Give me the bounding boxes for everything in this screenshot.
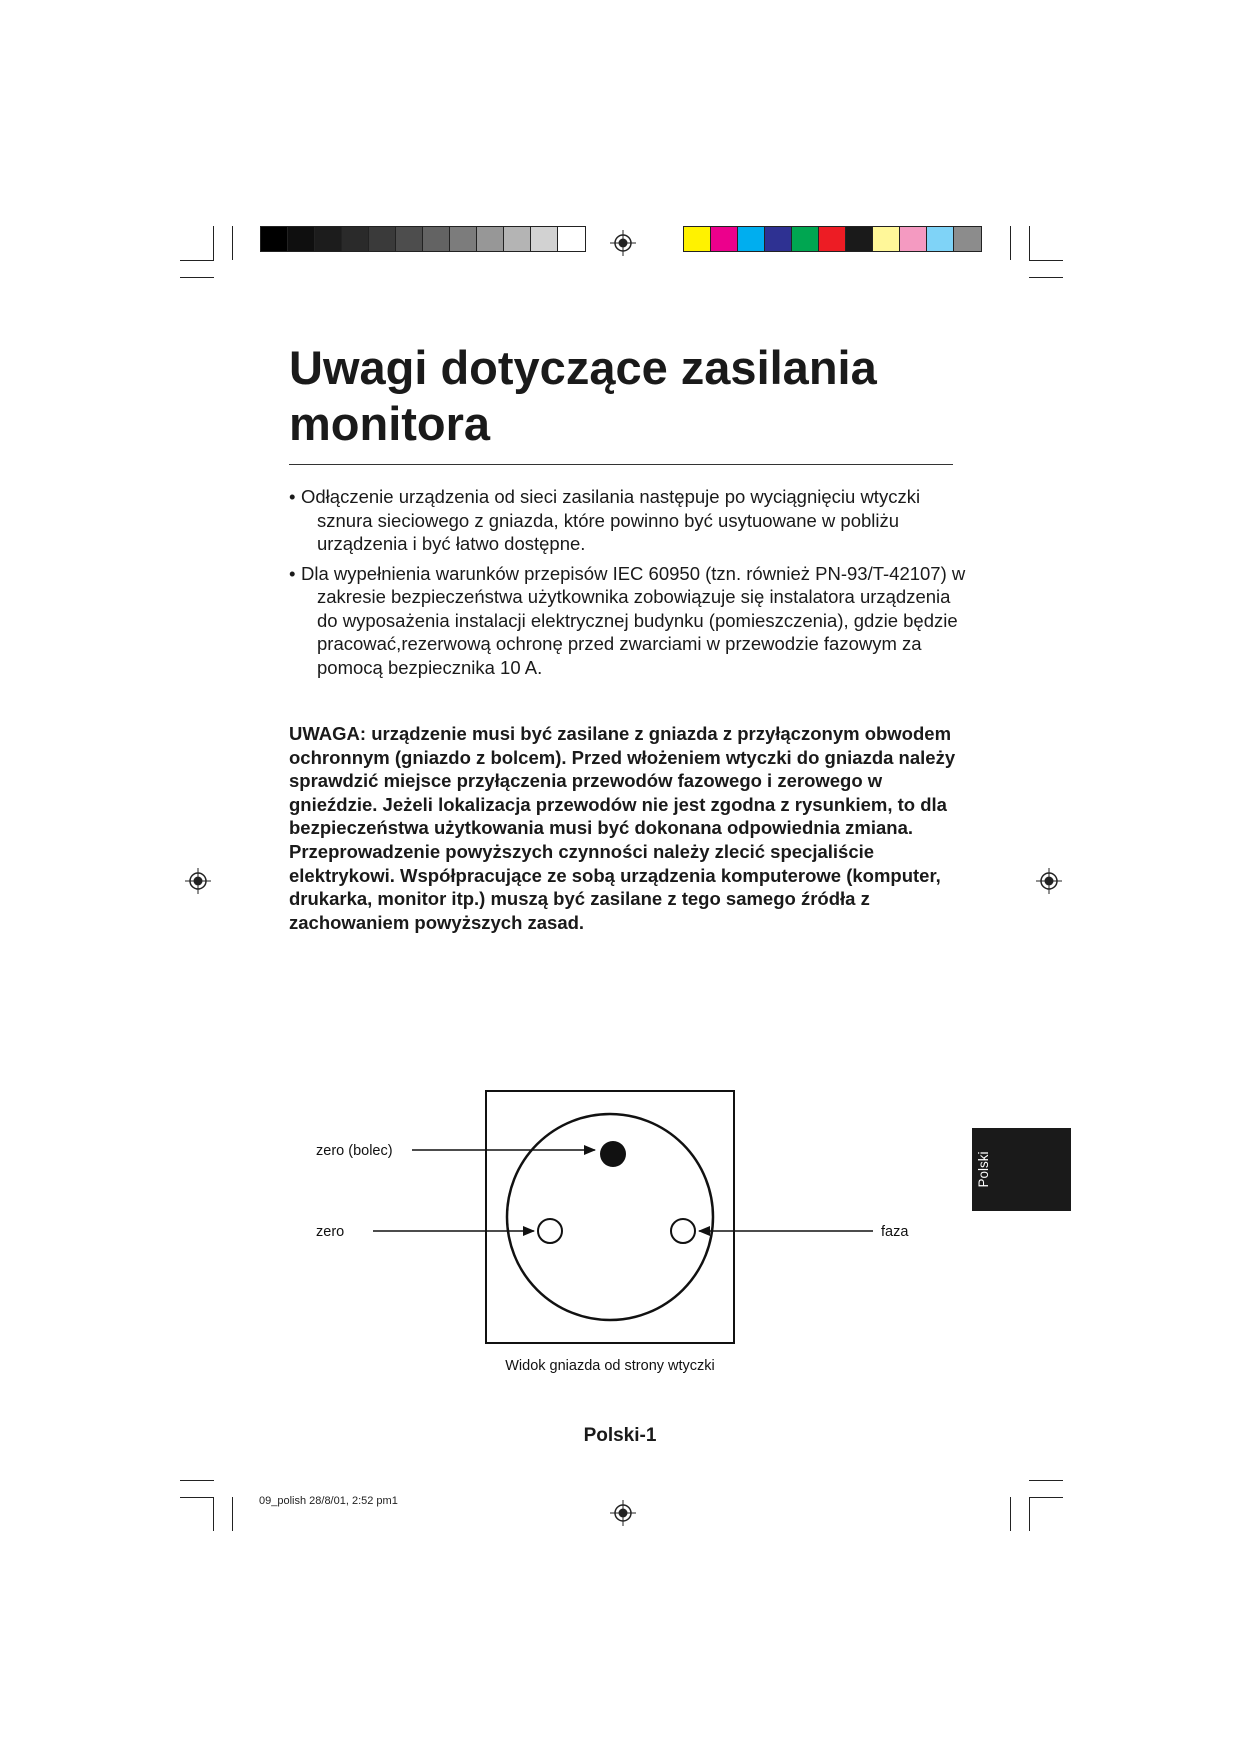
color-swatch	[819, 227, 846, 251]
crop-mark	[1029, 1497, 1063, 1498]
registration-target-icon	[185, 868, 211, 894]
warning-paragraph: UWAGA: urządzenie musi być zasilane z gniazda z przyłączonym obwodem ochronnym (gniazdo z bolcem). Przed włożeniem wtyczki do gniazda należy sprawdzić miejsce przyłączenia przewodów fazowego i zerowego w gnieździe. Jeżeli lokalizacja przewodów nie jest zgodna z rysunkiem, to dla bezpieczeństwa użytkowania musi być dokonana odpowiednia zmiana. Przeprowadzenie powyższych czynności należy zlecić specjaliście elektrykowi. Współpracujące ze sobą urządzenia komputerowe (komputer, drukarka, monitor itp.) muszą być zasilane z tego samego źródła z zachowaniem powyższych zasad.	[289, 723, 956, 933]
color-swatch	[531, 227, 558, 251]
neutral-hole-icon	[538, 1219, 562, 1243]
list-item-text: Odłączenie urządzenia od sieci zasilania następuje po wyciągnięciu wtyczki sznura sieciowego z gniazda, które powinno być usytuowane w pobliżu urządzenia i być łatwo dostępne.	[301, 486, 921, 554]
crop-mark	[1010, 226, 1011, 260]
socket-diagram	[300, 1090, 940, 1390]
footer-file-info: 09_polish 28/8/01, 2:52 pm1	[259, 1495, 398, 1507]
color-swatch	[288, 227, 315, 251]
grayscale-calibration-bar	[260, 226, 586, 252]
color-swatch	[711, 227, 738, 251]
crop-mark	[1029, 1497, 1030, 1531]
color-swatch	[477, 227, 504, 251]
label-zero: zero	[316, 1224, 345, 1240]
crop-mark	[180, 260, 214, 261]
list-item-text: Dla wypełnienia warunków przepisów IEC 60950 (tzn. również PN-93/T-42107) w zakresie bezpieczeństwa użytkownika zobowiązuje się instalatora urządzenia do wyposażenia instalacji elektrycznej budynku (pomieszczenia), gdzie będzie pracować,rezerwową ochronę przed zwarciami w przewodzie fazowym za pomocą bezpiecznika 10 A.	[301, 562, 966, 678]
page-title: Uwagi dotyczące zasilania monitora	[289, 341, 877, 450]
color-swatch	[792, 227, 819, 251]
bullet-icon: •	[289, 562, 296, 584]
crop-mark	[180, 277, 214, 278]
list-item	[289, 562, 969, 680]
color-swatch	[423, 227, 450, 251]
color-swatch	[765, 227, 792, 251]
list-item	[289, 485, 969, 556]
bullet-icon: •	[289, 486, 296, 507]
socket-frame	[486, 1091, 734, 1343]
color-swatch	[396, 227, 423, 251]
color-swatch	[954, 227, 981, 251]
registration-target-icon	[610, 1500, 636, 1526]
label-faza: faza	[881, 1224, 909, 1240]
color-swatch	[684, 227, 711, 251]
color-swatch	[927, 227, 954, 251]
color-swatch	[873, 227, 900, 251]
color-swatch	[738, 227, 765, 251]
earth-pin-icon	[600, 1141, 626, 1167]
crop-mark	[213, 1497, 214, 1531]
language-tab	[972, 1128, 1071, 1211]
diagram-caption: Widok gniazda od strony wtyczki	[505, 1358, 715, 1374]
crop-mark	[180, 1480, 214, 1481]
crop-mark	[1029, 1480, 1063, 1481]
color-swatch	[846, 227, 873, 251]
crop-mark	[1010, 1497, 1011, 1531]
page-number: Polski-1	[583, 1425, 657, 1446]
color-swatch	[342, 227, 369, 251]
language-tab-label: Polski	[976, 1151, 991, 1188]
crop-mark	[213, 226, 214, 260]
registration-target-icon	[1036, 868, 1062, 894]
color-swatch	[558, 227, 585, 251]
color-swatch	[315, 227, 342, 251]
label-zero-bolec: zero (bolec)	[316, 1143, 393, 1159]
color-calibration-bar	[683, 226, 982, 252]
crop-mark	[232, 226, 233, 260]
notes-list	[289, 485, 969, 685]
registration-target-icon	[610, 230, 636, 256]
title-divider	[289, 464, 953, 465]
color-swatch	[369, 227, 396, 251]
crop-mark	[1029, 260, 1063, 261]
crop-mark	[1029, 226, 1030, 260]
crop-mark	[180, 1497, 214, 1498]
color-swatch	[261, 227, 288, 251]
color-swatch	[504, 227, 531, 251]
color-swatch	[900, 227, 927, 251]
phase-hole-icon	[671, 1219, 695, 1243]
crop-mark	[232, 1497, 233, 1531]
color-swatch	[450, 227, 477, 251]
crop-mark	[1029, 277, 1063, 278]
